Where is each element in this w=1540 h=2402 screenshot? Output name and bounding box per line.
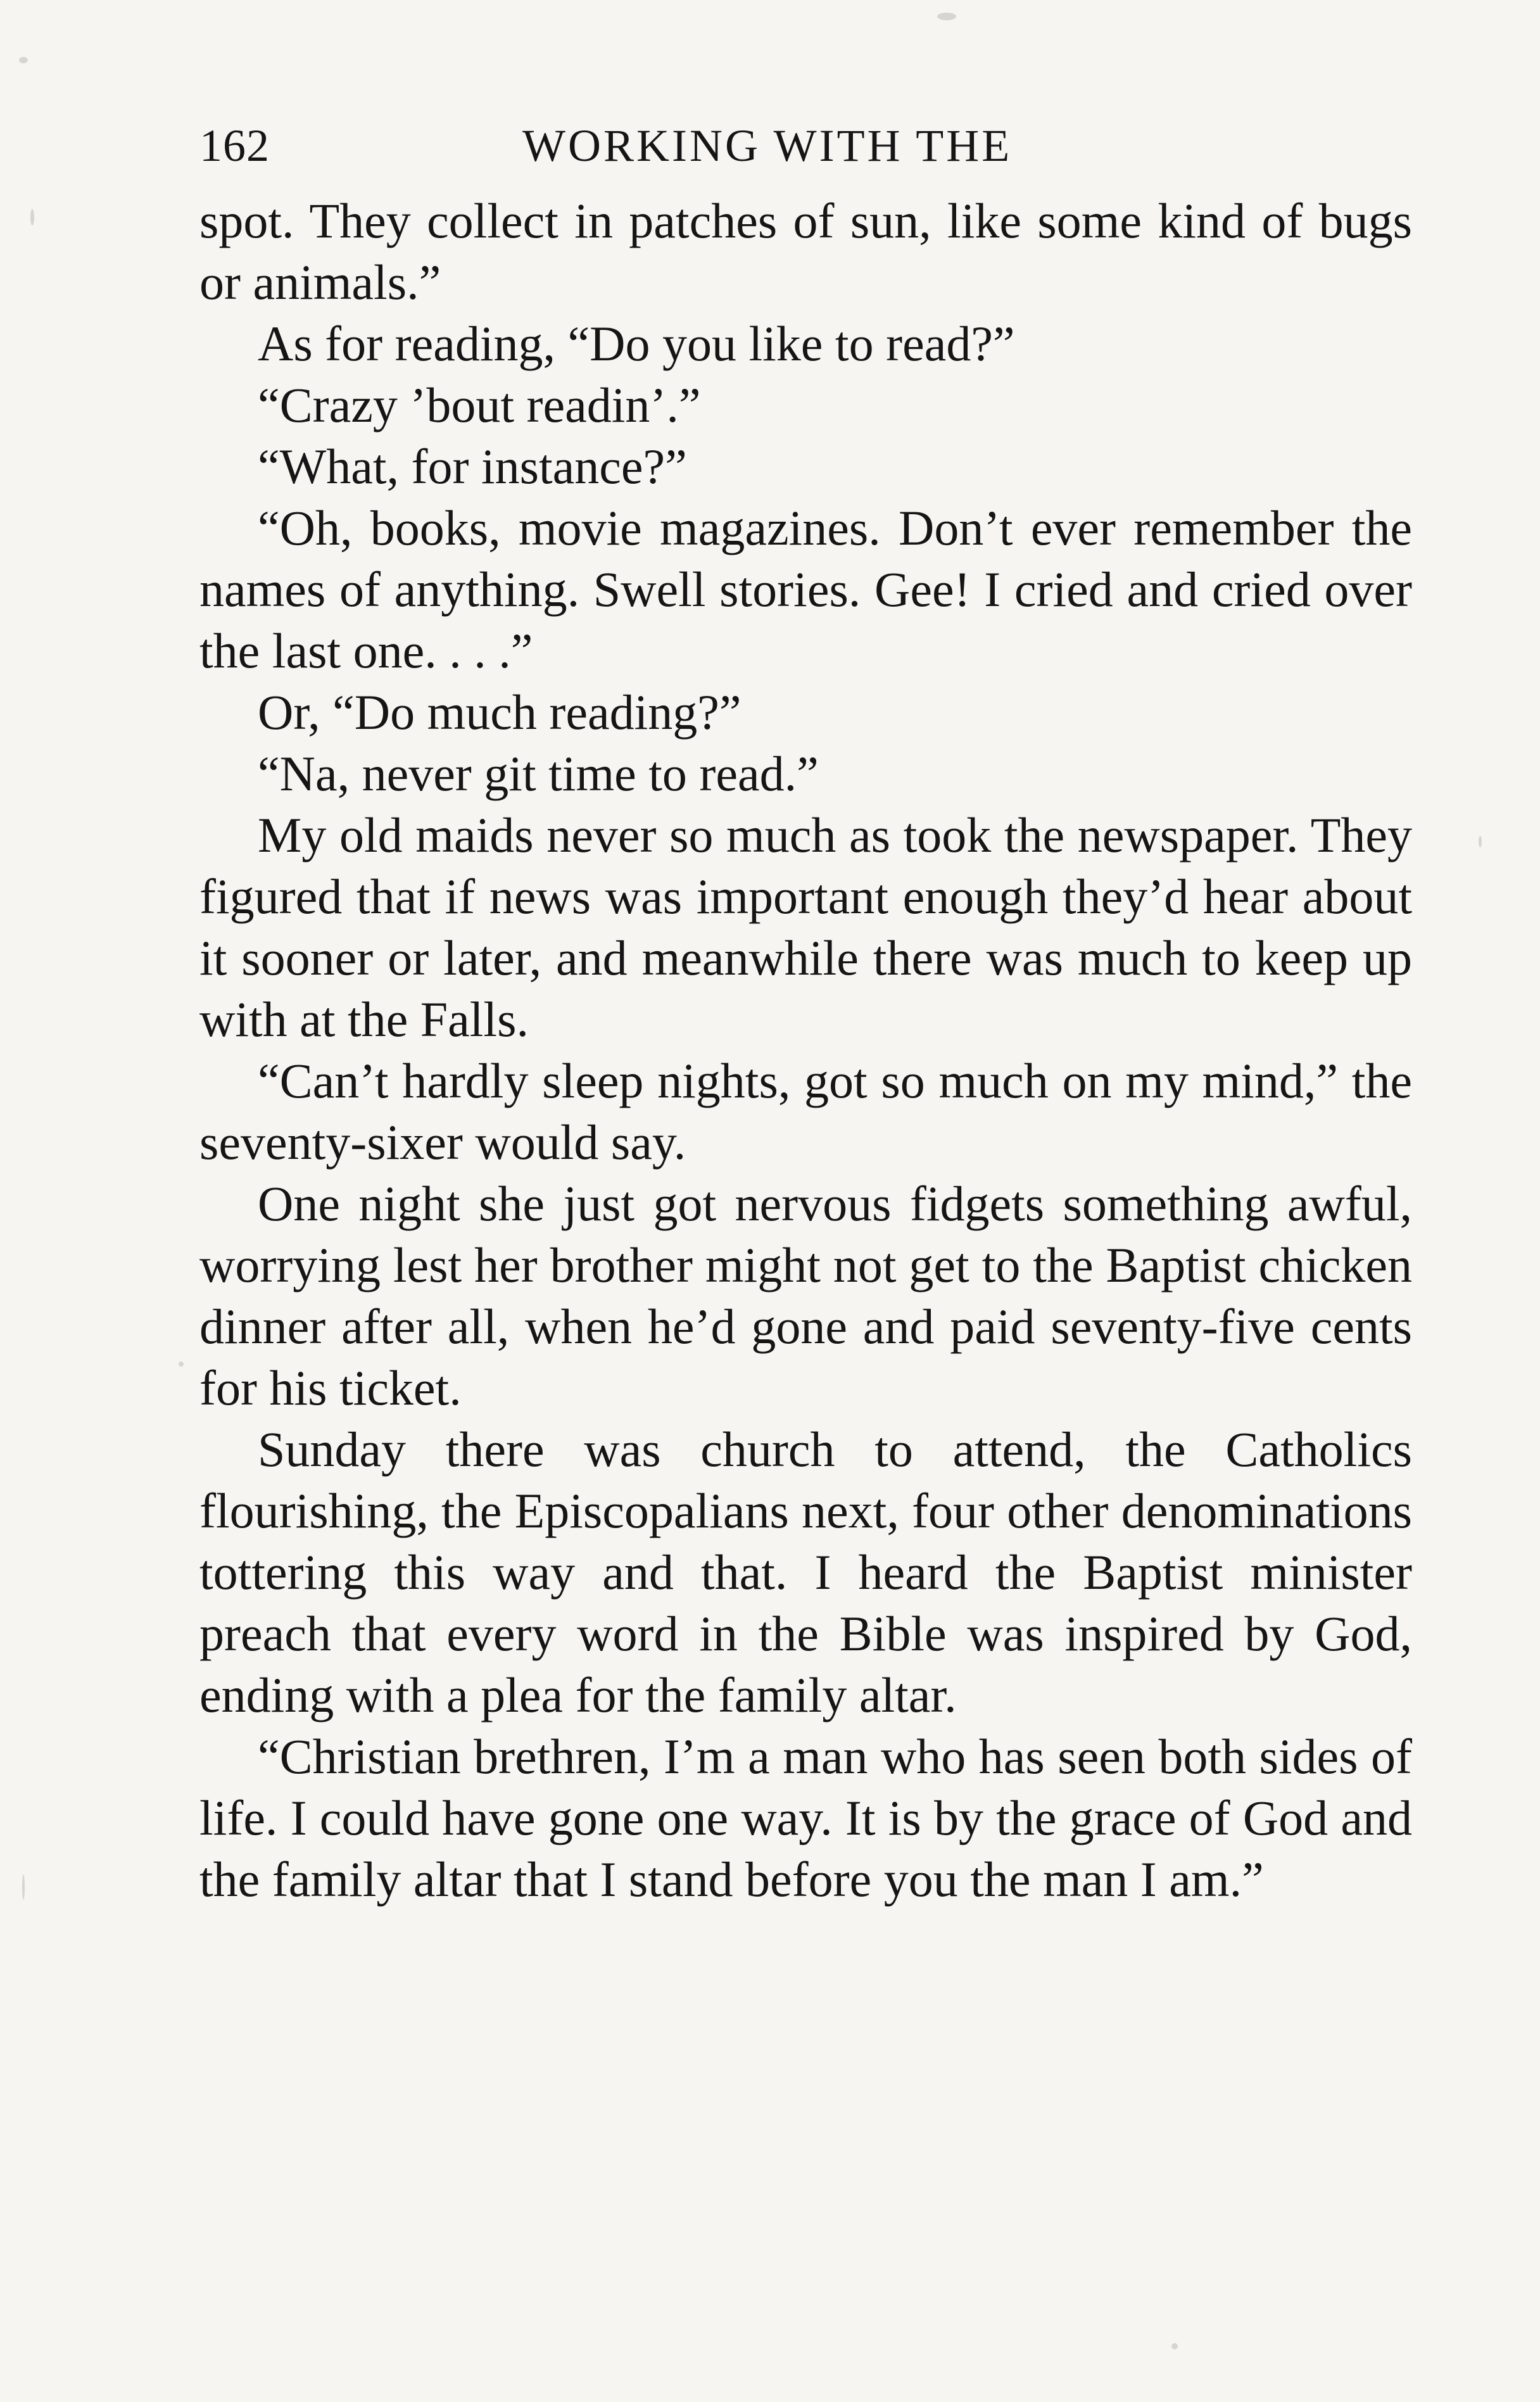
paragraph-9: “Can’t hardly sleep nights, got so much on my mind,” the seventy-sixer would say. xyxy=(199,1053,1412,1170)
paragraph-3: “Crazy ’bout readin’.” xyxy=(258,377,701,433)
scan-speck xyxy=(22,1874,25,1900)
paragraph-8: My old maids never so much as took the newspaper. They figured that if news was important enough they’d hear about it sooner or later, and meanwhile there was much to keep up with at the Falls. xyxy=(199,807,1412,1047)
scan-speck xyxy=(937,13,956,20)
paragraph-11: Sunday there was church to attend, the Catholics flourishing, the Episcopalians next, four other denominations tottering this way and that. I heard the Baptist minister preach that every word in the Bible was inspired by God, ending with a plea for the family altar. xyxy=(199,1422,1412,1722)
paragraph-5: “Oh, books, movie magazines. Don’t ever remember the names of anything. Swell stories. Gee! I cried and cried over the last one. . . .” xyxy=(199,500,1412,678)
running-head xyxy=(199,108,1412,184)
paragraph-10: One night she just got nervous fidgets something awful, worrying lest her brother might not get to the Baptist chicken dinner after all, when he’d gone and paid seventy-five cents for his ticket. xyxy=(199,1176,1412,1415)
page-number: 162 xyxy=(199,120,270,171)
paragraph-12: “Christian brethren, I’m a man who has seen both sides of life. I could have gone one way. It is by the grace of God and the family altar that I stand before you the man I am.” xyxy=(199,1729,1412,1907)
scan-speck xyxy=(1171,2343,1178,2349)
paragraph-6: Or, “Do much reading?” xyxy=(258,685,742,740)
body-text xyxy=(199,190,1412,1910)
running-title: WORKING WITH THE xyxy=(522,120,1013,171)
paragraph-2: As for reading, “Do you like to read?” xyxy=(258,316,1015,371)
scan-speck xyxy=(1479,836,1482,847)
paragraph-1: spot. They collect in patches of sun, like some kind of bugs or animals.” xyxy=(199,193,1412,310)
paragraph-7: “Na, never git time to read.” xyxy=(258,746,819,801)
scan-speck xyxy=(179,1362,184,1367)
paragraph-4: “What, for instance?” xyxy=(258,439,687,494)
scan-speck xyxy=(30,209,34,225)
scan-speck xyxy=(19,57,28,63)
